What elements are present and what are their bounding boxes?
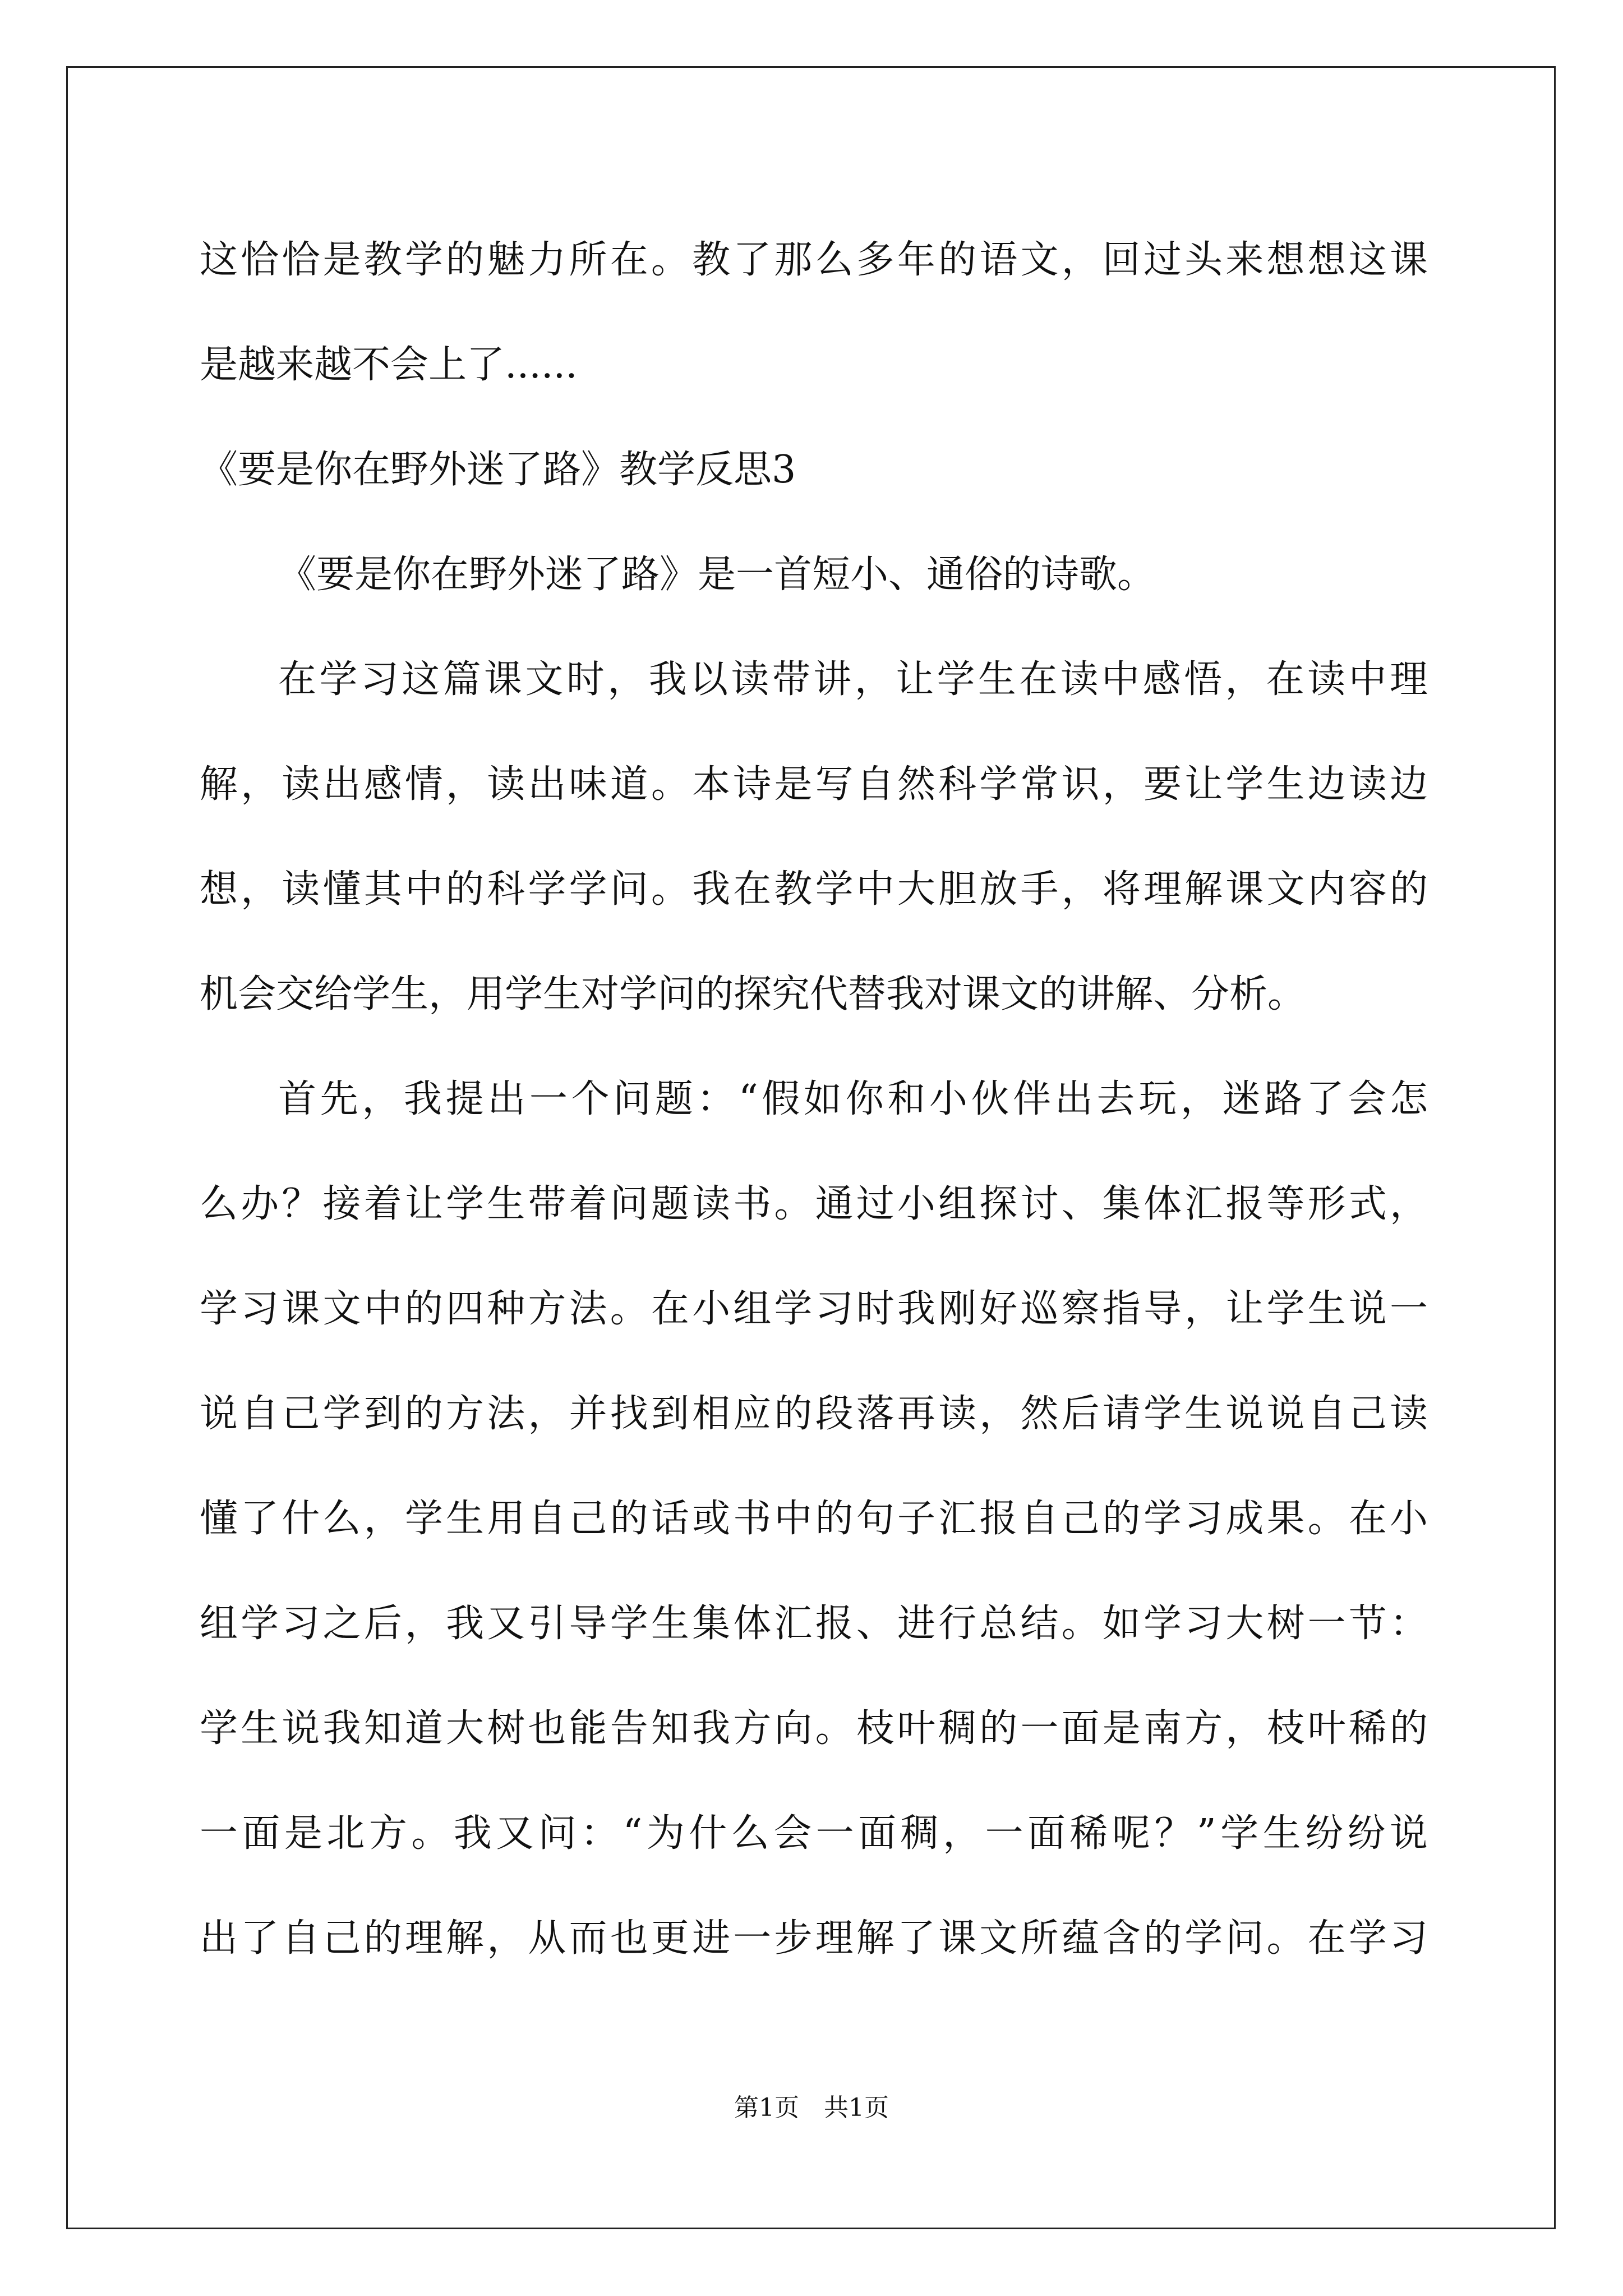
paragraph-first-line: 首先，我提出一个问题：“假如你和小伙伴出去玩，迷路了会怎 [278, 1077, 1428, 1121]
body-line: 懂了什么，学生用自己的话或书中的句子汇报自己的学习成果。在小 [200, 1497, 1428, 1541]
body-line: 学习课文中的四种方法。在小组学习时我刚好巡察指导，让学生说一 [200, 1287, 1428, 1331]
body-line: 解，读出感情，读出味道。本诗是写自然科学常识，要让学生边读边 [200, 762, 1428, 807]
body-line: 学生说我知道大树也能告知我方向。枝叶稠的一面是南方，枝叶稀的 [200, 1706, 1428, 1751]
body-line: 出了自己的理解，从而也更进一步理解了课文所蕴含的学问。在学习 [200, 1916, 1428, 1961]
body-line: 想，读懂其中的科学学问。我在教学中大胆放手，将理解课文内容的 [200, 867, 1428, 912]
body-line: 机会交给学生，用学生对学问的探究代替我对课文的讲解、分析。 [200, 972, 1306, 1016]
body-line: 这恰恰是教学的魅力所在。教了那么多年的语文，回过头来想想这课 [200, 238, 1428, 282]
body-line: 组学习之后，我又引导学生集体汇报、进行总结。如学习大树一节： [200, 1602, 1428, 1646]
section-heading: 《要是你在野外迷了路》教学反思3 [200, 448, 796, 492]
body-line: 说自己学到的方法，并找到相应的段落再读，然后请学生说说自己读 [200, 1392, 1428, 1436]
body-line: 一面是北方。我又问：“为什么会一面稠，一面稀呢？”学生纷纷说 [200, 1811, 1428, 1856]
page-number-footer: 第1页 共1页 [734, 2093, 889, 2122]
paragraph-first-line: 在学习这篇课文时，我以读带讲，让学生在读中感悟，在读中理 [278, 657, 1428, 702]
document-body [200, 208, 1428, 1991]
body-line: 是越来越不会上了...... [200, 343, 578, 387]
body-line: 么办？接着让学生带着问题读书。通过小组探讨、集体汇报等形式， [200, 1182, 1428, 1226]
paragraph-first-line: 《要是你在野外迷了路》是一首短小、通俗的诗歌。 [278, 553, 1156, 597]
